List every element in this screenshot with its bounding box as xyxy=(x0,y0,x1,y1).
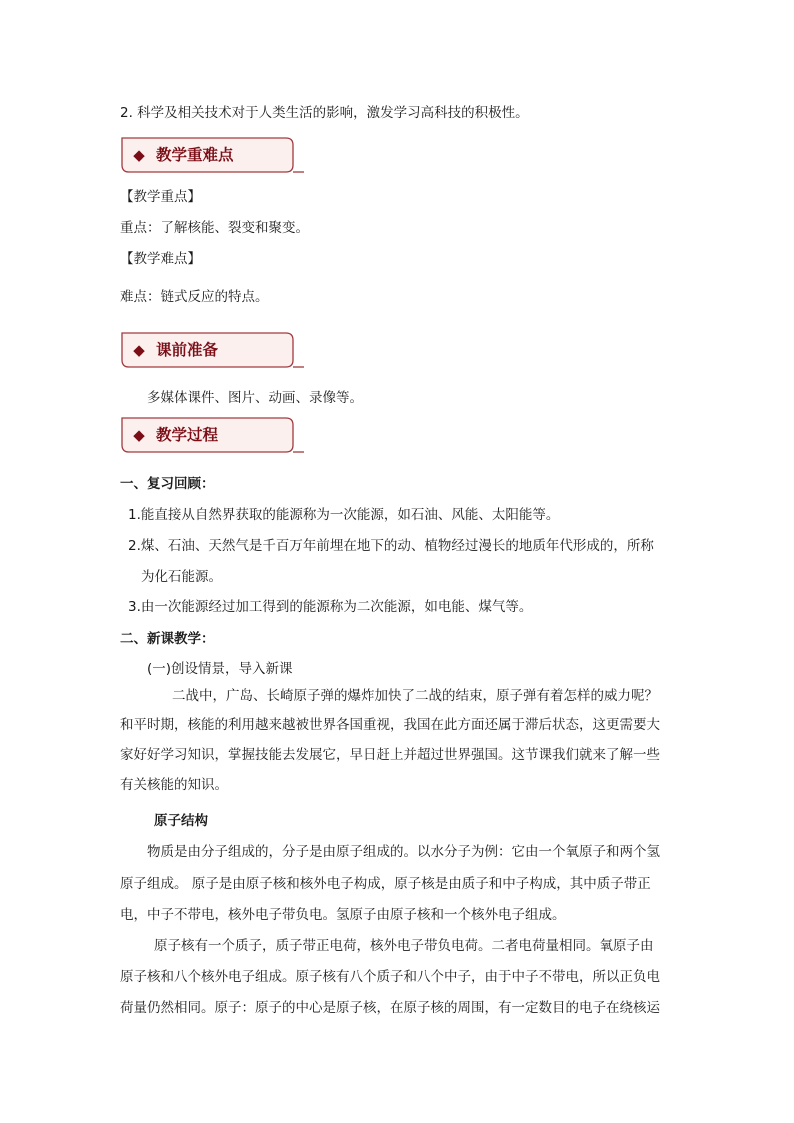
atom-heading: 原子结构 xyxy=(154,813,208,829)
review-item-3: 3.由一次能源经过加工得到的能源称为二次能源，如电能、煤气等。 xyxy=(128,599,533,615)
review-item-2: 2.煤、石油、天然气是千百万年前埋在地下的动、植物经过漫长的地质年代形成的，所称 xyxy=(128,538,654,554)
subheading-intro: (一)创设情景，导入新课 xyxy=(147,661,293,677)
section-title: 课前准备 xyxy=(156,340,219,359)
diamond-icon: ◆ xyxy=(133,341,145,359)
diamond-icon: ◆ xyxy=(133,146,145,164)
new-lesson-heading: 二、新课教学： xyxy=(120,631,215,647)
focus-text: 重点：了解核能、裂变和聚变。 xyxy=(120,220,309,236)
difficulty-text: 难点：链式反应的特点。 xyxy=(120,289,269,305)
paragraph-line: 原子核和八个核外电子组成。原子核有八个质子和八个中子，由于中子不带电，所以正负电 xyxy=(120,969,660,985)
section-header-process xyxy=(120,416,306,454)
paragraph-line: 原子核有一个质子，质子带正电荷，核外电子带负电荷。二者电荷量相同。氧原子由 xyxy=(154,938,654,954)
paragraph-line: 电，中子不带电，核外电子带负电。氢原子由原子核和一个核外电子组成。 xyxy=(120,907,566,923)
focus-label: 【教学重点】 xyxy=(120,189,201,205)
paragraph-line: 二战中，广岛、长崎原子弹的爆炸加快了二战的结束，原子弹有着怎样的威力呢？ xyxy=(172,688,658,704)
section-title: 教学过程 xyxy=(156,425,219,444)
section-header-preparation xyxy=(120,331,306,369)
paragraph-line: 荷量仍然相同。原子：原子的中心是原子核，在原子核的周围，有一定数目的电子在绕核运 xyxy=(120,1000,660,1016)
review-item-2-cont: 为化石能源。 xyxy=(141,569,222,585)
preparation-text: 多媒体课件、图片、动画、录像等。 xyxy=(147,390,363,406)
paragraph-line: 家好好学习知识，掌握技能去发展它，早日赶上并超过世界强国。这节课我们就来了解一些 xyxy=(120,747,660,763)
review-item-1: 1.能直接从自然界获取的能源称为一次能源，如石油、风能、太阳能等。 xyxy=(128,507,560,523)
diamond-icon: ◆ xyxy=(133,426,145,444)
section-title: 教学重难点 xyxy=(156,145,234,164)
intro-line: 2. 科学及相关技术对于人类生活的影响，激发学习高科技的积极性。 xyxy=(120,105,529,121)
section-header-key-points xyxy=(120,136,306,174)
paragraph-line: 和平时期，核能的利用越来越被世界各国重视，我国在此方面还属于滞后状态，这更需要大 xyxy=(120,717,660,733)
paragraph-line: 物质是由分子组成的，分子是由原子组成的。以水分子为例：它由一个氧原子和两个氢 xyxy=(147,844,660,860)
difficulty-label: 【教学难点】 xyxy=(120,251,201,267)
review-heading: 一、复习回顾： xyxy=(120,476,215,492)
paragraph-line: 有关核能的知识。 xyxy=(120,777,228,793)
paragraph-line: 原子组成。 原子是由原子核和核外电子构成，原子核是由质子和中子构成，其中质子带正 xyxy=(120,876,651,892)
